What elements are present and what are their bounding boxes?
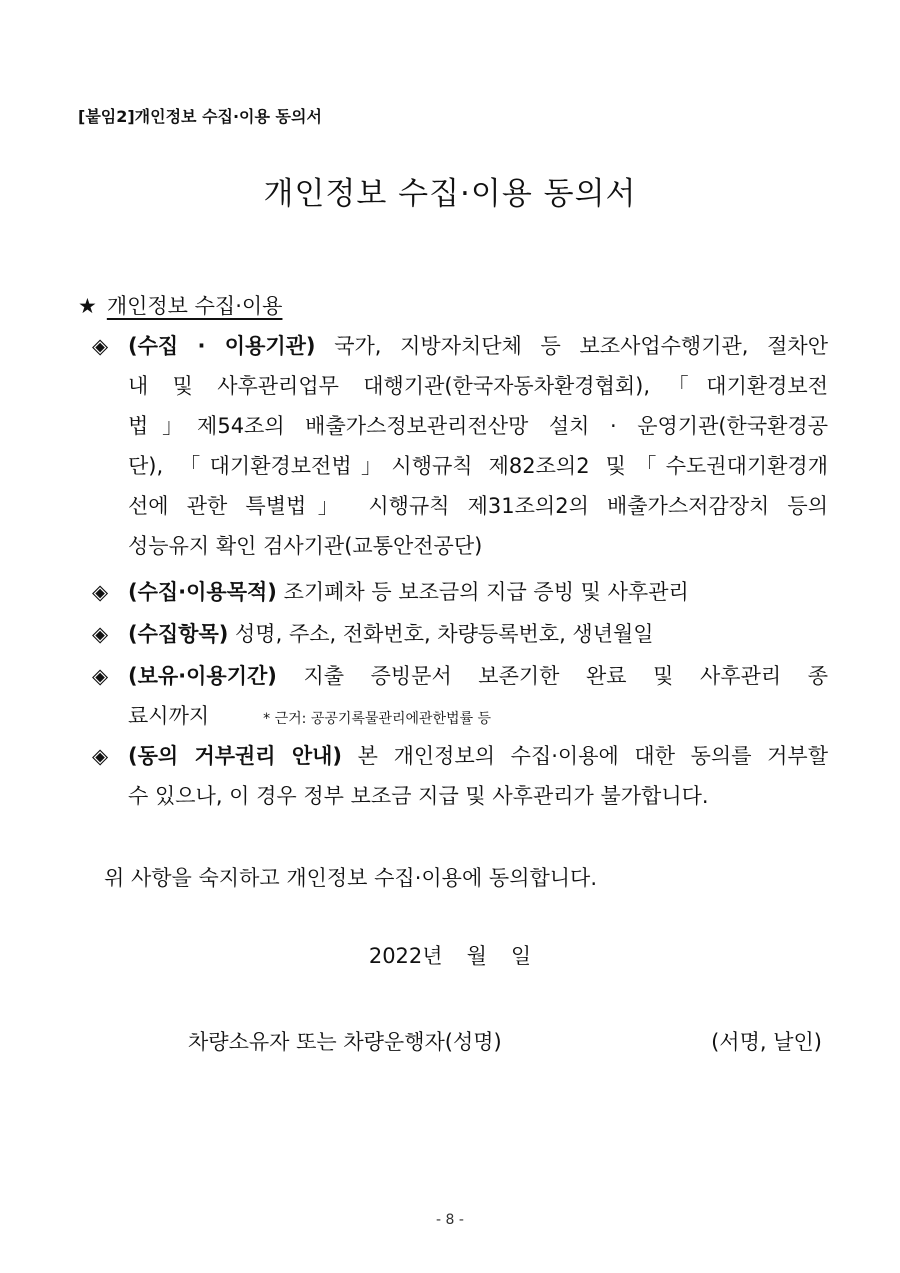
diamond-bullet-icon: ◈ [92, 664, 109, 688]
list-item [92, 736, 828, 816]
page-number: - 8 - [436, 1212, 464, 1228]
diamond-bullet-icon: ◈ [92, 744, 109, 768]
date-month: 월 [466, 944, 487, 968]
item-line: 조기폐차 등 보조금의 지급 증빙 및 사후관리 [276, 580, 689, 604]
diamond-bullet-icon: ◈ [92, 622, 109, 646]
item-line: 본 개인정보의 수집·이용에 대한 동의를 거부할 [342, 744, 828, 768]
list-item [92, 326, 828, 566]
star-icon: ★ [78, 294, 97, 318]
item-line: 내 및 사후관리업무 대행기관(한국자동차환경협회),「대기환경보전 [128, 374, 828, 398]
item-line: 성명, 주소, 전화번호, 차량등록번호, 생년월일 [228, 622, 654, 646]
list-item [92, 572, 828, 612]
item-heading: (수집·이용목적) [128, 580, 277, 604]
item-line: 지출 증빙문서 보존기한 완료 및 사후관리 종 [276, 664, 828, 688]
date-year: 2022년 [368, 944, 443, 968]
list-item [92, 656, 828, 739]
date-day: 일 [510, 944, 532, 968]
section-label: 개인정보 수집·이용 [106, 294, 283, 318]
item-heading: (동의 거부권리 안내) [128, 744, 343, 768]
date-line [0, 940, 900, 970]
item-line: 단), 「대기환경보전법」시행규칙 제82조의2 및「수도권대기환경개 [128, 454, 828, 478]
section-heading [78, 290, 282, 320]
item-line: 선에 관한 특별법」 시행규칙 제31조의2의 배출가스저감장치 등의 [128, 494, 828, 518]
consent-declaration: 위 사항을 숙지하고 개인정보 수집·이용에 동의합니다. [104, 866, 598, 890]
item-line: 국가, 지방자치단체 등 보조사업수행기관, 절차안 [315, 334, 828, 358]
signature-seal-label: (서명, 날인) [711, 1030, 822, 1054]
item-note: * 근거: 공공기록물관리에관한법률 등 [263, 711, 492, 727]
item-heading: (수집항목) [128, 622, 229, 646]
diamond-bullet-icon: ◈ [92, 334, 109, 358]
item-heading: (수집 · 이용기관) [128, 334, 316, 358]
item-line: 법」제54조의 배출가스정보관리전산망 설치 · 운영기관(한국환경공 [128, 414, 828, 438]
attachment-label: [붙임2]개인정보 수집·이용 동의서 [78, 107, 322, 126]
item-heading: (보유·이용기간) [128, 664, 277, 688]
diamond-bullet-icon: ◈ [92, 580, 109, 604]
item-line: 료시까지 [128, 704, 210, 728]
signer-label: 차량소유자 또는 차량운행자(성명) [188, 1030, 502, 1054]
item-line: 수 있으나, 이 경우 정부 보조금 지급 및 사후관리가 불가합니다. [128, 784, 709, 808]
item-line: 성능유지 확인 검사기관(교통안전공단) [128, 534, 483, 558]
document-title: 개인정보 수집·이용 동의서 [263, 176, 637, 212]
list-item [92, 614, 828, 654]
